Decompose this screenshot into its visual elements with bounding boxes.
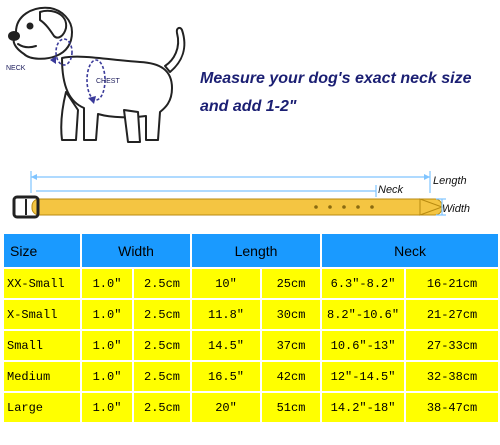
- length-inch-cell: 10″: [191, 268, 261, 299]
- width-inch-cell: 1.0″: [81, 361, 133, 392]
- size-chart-table: [2, 232, 500, 424]
- table-row: [3, 361, 499, 392]
- length-inch-cell: 14.5″: [191, 330, 261, 361]
- size-cell: Small: [3, 330, 81, 361]
- size-cell: Medium: [3, 361, 81, 392]
- length-cm-cell: 37cm: [261, 330, 321, 361]
- width-cm-cell: 2.5cm: [133, 299, 191, 330]
- width-inch-cell: 1.0″: [81, 268, 133, 299]
- neck-measure-label: NECK: [6, 65, 26, 72]
- length-cm-cell: 51cm: [261, 392, 321, 423]
- neck-cm-cell: 38-47cm: [405, 392, 499, 423]
- chest-measure-label: CHEST: [96, 78, 120, 85]
- neck-cm-cell: 16-21cm: [405, 268, 499, 299]
- size-cell: XX-Small: [3, 268, 81, 299]
- collar-diagram: [0, 165, 500, 225]
- neck-inch-cell: 10.6″-13″: [321, 330, 405, 361]
- header-size: Size: [3, 233, 81, 268]
- width-inch-cell: 1.0″: [81, 330, 133, 361]
- width-inch-cell: 1.0″: [81, 299, 133, 330]
- header-width: Width: [81, 233, 191, 268]
- neck-inch-cell: 12″-14.5″: [321, 361, 405, 392]
- size-cell: X-Small: [3, 299, 81, 330]
- table-row: [3, 330, 499, 361]
- length-label: Length: [433, 175, 467, 187]
- neck-cm-cell: 27-33cm: [405, 330, 499, 361]
- neck-inch-cell: 6.3″-8.2″: [321, 268, 405, 299]
- table-row: [3, 268, 499, 299]
- measurement-instruction: [200, 65, 490, 121]
- length-cm-cell: 25cm: [261, 268, 321, 299]
- length-inch-cell: 16.5″: [191, 361, 261, 392]
- width-inch-cell: 1.0″: [81, 392, 133, 423]
- header-length: Length: [191, 233, 321, 268]
- length-inch-cell: 11.8″: [191, 299, 261, 330]
- neck-cm-cell: 21-27cm: [405, 299, 499, 330]
- width-cm-cell: 2.5cm: [133, 268, 191, 299]
- width-label: Width: [442, 203, 471, 215]
- length-cm-cell: 30cm: [261, 299, 321, 330]
- width-cm-cell: 2.5cm: [133, 330, 191, 361]
- table-row: [3, 299, 499, 330]
- table-row: [3, 392, 499, 423]
- size-cell: Large: [3, 392, 81, 423]
- neck-inch-cell: 14.2″-18″: [321, 392, 405, 423]
- neck-cm-cell: 32-38cm: [405, 361, 499, 392]
- headline-line-1: Measure your dog's exact neck size: [200, 70, 472, 87]
- length-inch-cell: 20″: [191, 392, 261, 423]
- dog-measurement-illustration: [0, 0, 200, 165]
- neck-label: Neck: [378, 184, 404, 196]
- collar-icon: [0, 165, 500, 225]
- width-cm-cell: 2.5cm: [133, 361, 191, 392]
- header-neck: Neck: [321, 233, 499, 268]
- headline-line-2: and add 1-2": [200, 98, 297, 115]
- neck-inch-cell: 8.2″-10.6″: [321, 299, 405, 330]
- length-cm-cell: 42cm: [261, 361, 321, 392]
- width-cm-cell: 2.5cm: [133, 392, 191, 423]
- table-header-row: [3, 233, 499, 268]
